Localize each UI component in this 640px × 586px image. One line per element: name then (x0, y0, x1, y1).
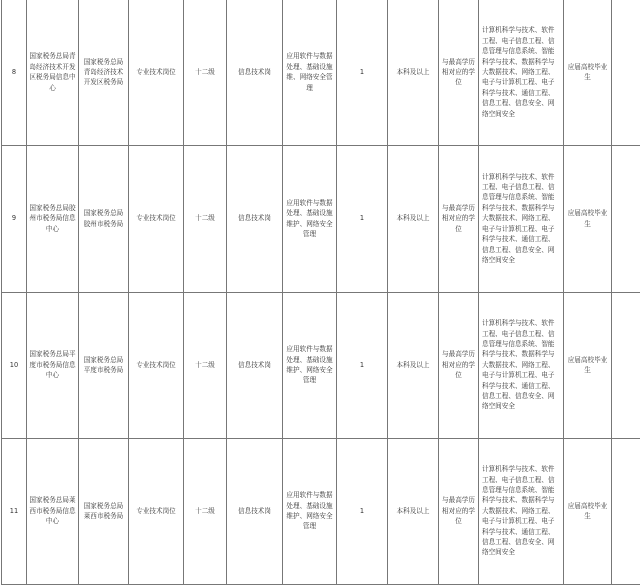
education-cell: 本科及以上 (388, 0, 439, 145)
target-cell: 应届高校毕业生 (564, 0, 612, 145)
duties-cell: 应用软件与数据处理、基础设施维护、网络安全管理 (283, 438, 337, 584)
row-number: 10 (2, 292, 27, 438)
position-name-cell: 信息技术岗 (227, 0, 283, 145)
duties-cell: 应用软件与数据处理、基础设施维护、网络安全管理 (283, 292, 337, 438)
education-cell: 本科及以上 (388, 292, 439, 438)
notes-cell (612, 145, 640, 292)
duties-cell: 应用软件与数据处理、基础设施维护、网络安全管理 (283, 145, 337, 292)
target-cell: 应届高校毕业生 (564, 145, 612, 292)
position-type-cell: 专业技术岗位 (129, 292, 184, 438)
grade-cell: 十二级 (184, 292, 227, 438)
position-name-cell: 信息技术岗 (227, 438, 283, 584)
row-number: 11 (2, 438, 27, 584)
headcount-cell: 1 (337, 292, 388, 438)
employer-cell: 国家税务总局莱西市税务局信息中心 (27, 438, 79, 584)
headcount-cell: 1 (337, 0, 388, 145)
position-name-cell: 信息技术岗 (227, 292, 283, 438)
notes-cell (612, 292, 640, 438)
grade-cell: 十二级 (184, 0, 227, 145)
table-row (2, 145, 640, 292)
employer-cell: 国家税务总局胶州市税务局信息中心 (27, 145, 79, 292)
department-cell: 国家税务总局莱西市税务局 (79, 438, 129, 584)
recruitment-table (1, 0, 640, 585)
table-row (2, 0, 640, 145)
department-cell: 国家税务总局青岛经济技术开发区税务局 (79, 0, 129, 145)
majors-cell: 计算机科学与技术、软件工程、电子信息工程、信息管理与信息系统、智能科学与技术、数据科学与大数据技术、网络工程、电子与计算机工程、电子科学与技术、通信工程、信息工程、信息安全、网络空间安全 (479, 438, 564, 584)
education-cell: 本科及以上 (388, 145, 439, 292)
table-row (2, 292, 640, 438)
degree-cell: 与最高学历相对应的学位 (439, 0, 479, 145)
row-number: 9 (2, 145, 27, 292)
majors-cell: 计算机科学与技术、软件工程、电子信息工程、信息管理与信息系统、智能科学与技术、数据科学与大数据技术、网络工程、电子与计算机工程、电子科学与技术、通信工程、信息工程、信息安全、网络空间安全 (479, 0, 564, 145)
row-number: 8 (2, 0, 27, 145)
employer-cell: 国家税务总局青岛经济技术开发区税务局信息中心 (27, 0, 79, 145)
education-cell: 本科及以上 (388, 438, 439, 584)
notes-cell (612, 0, 640, 145)
target-cell: 应届高校毕业生 (564, 292, 612, 438)
position-type-cell: 专业技术岗位 (129, 145, 184, 292)
duties-cell: 应用软件与数据处理、基础设施维、网络安全管理 (283, 0, 337, 145)
majors-cell: 计算机科学与技术、软件工程、电子信息工程、信息管理与信息系统、智能科学与技术、数据科学与大数据技术、网络工程、电子与计算机工程、电子科学与技术、通信工程、信息工程、信息安全、网络空间安全 (479, 292, 564, 438)
degree-cell: 与最高学历相对应的学位 (439, 438, 479, 584)
position-name-cell: 信息技术岗 (227, 145, 283, 292)
target-cell: 应届高校毕业生 (564, 438, 612, 584)
majors-cell: 计算机科学与技术、软件工程、电子信息工程、信息管理与信息系统、智能科学与技术、数据科学与大数据技术、网络工程、电子与计算机工程、电子科学与技术、通信工程、信息工程、信息安全、网络空间安全 (479, 145, 564, 292)
notes-cell (612, 438, 640, 584)
table-row (2, 438, 640, 584)
headcount-cell: 1 (337, 438, 388, 584)
department-cell: 国家税务总局胶州市税务局 (79, 145, 129, 292)
grade-cell: 十二级 (184, 145, 227, 292)
department-cell: 国家税务总局平度市税务局 (79, 292, 129, 438)
employer-cell: 国家税务总局平度市税务局信息中心 (27, 292, 79, 438)
position-type-cell: 专业技术岗位 (129, 438, 184, 584)
position-type-cell: 专业技术岗位 (129, 0, 184, 145)
grade-cell: 十二级 (184, 438, 227, 584)
degree-cell: 与最高学历相对应的学位 (439, 145, 479, 292)
headcount-cell: 1 (337, 145, 388, 292)
degree-cell: 与最高学历相对应的学位 (439, 292, 479, 438)
